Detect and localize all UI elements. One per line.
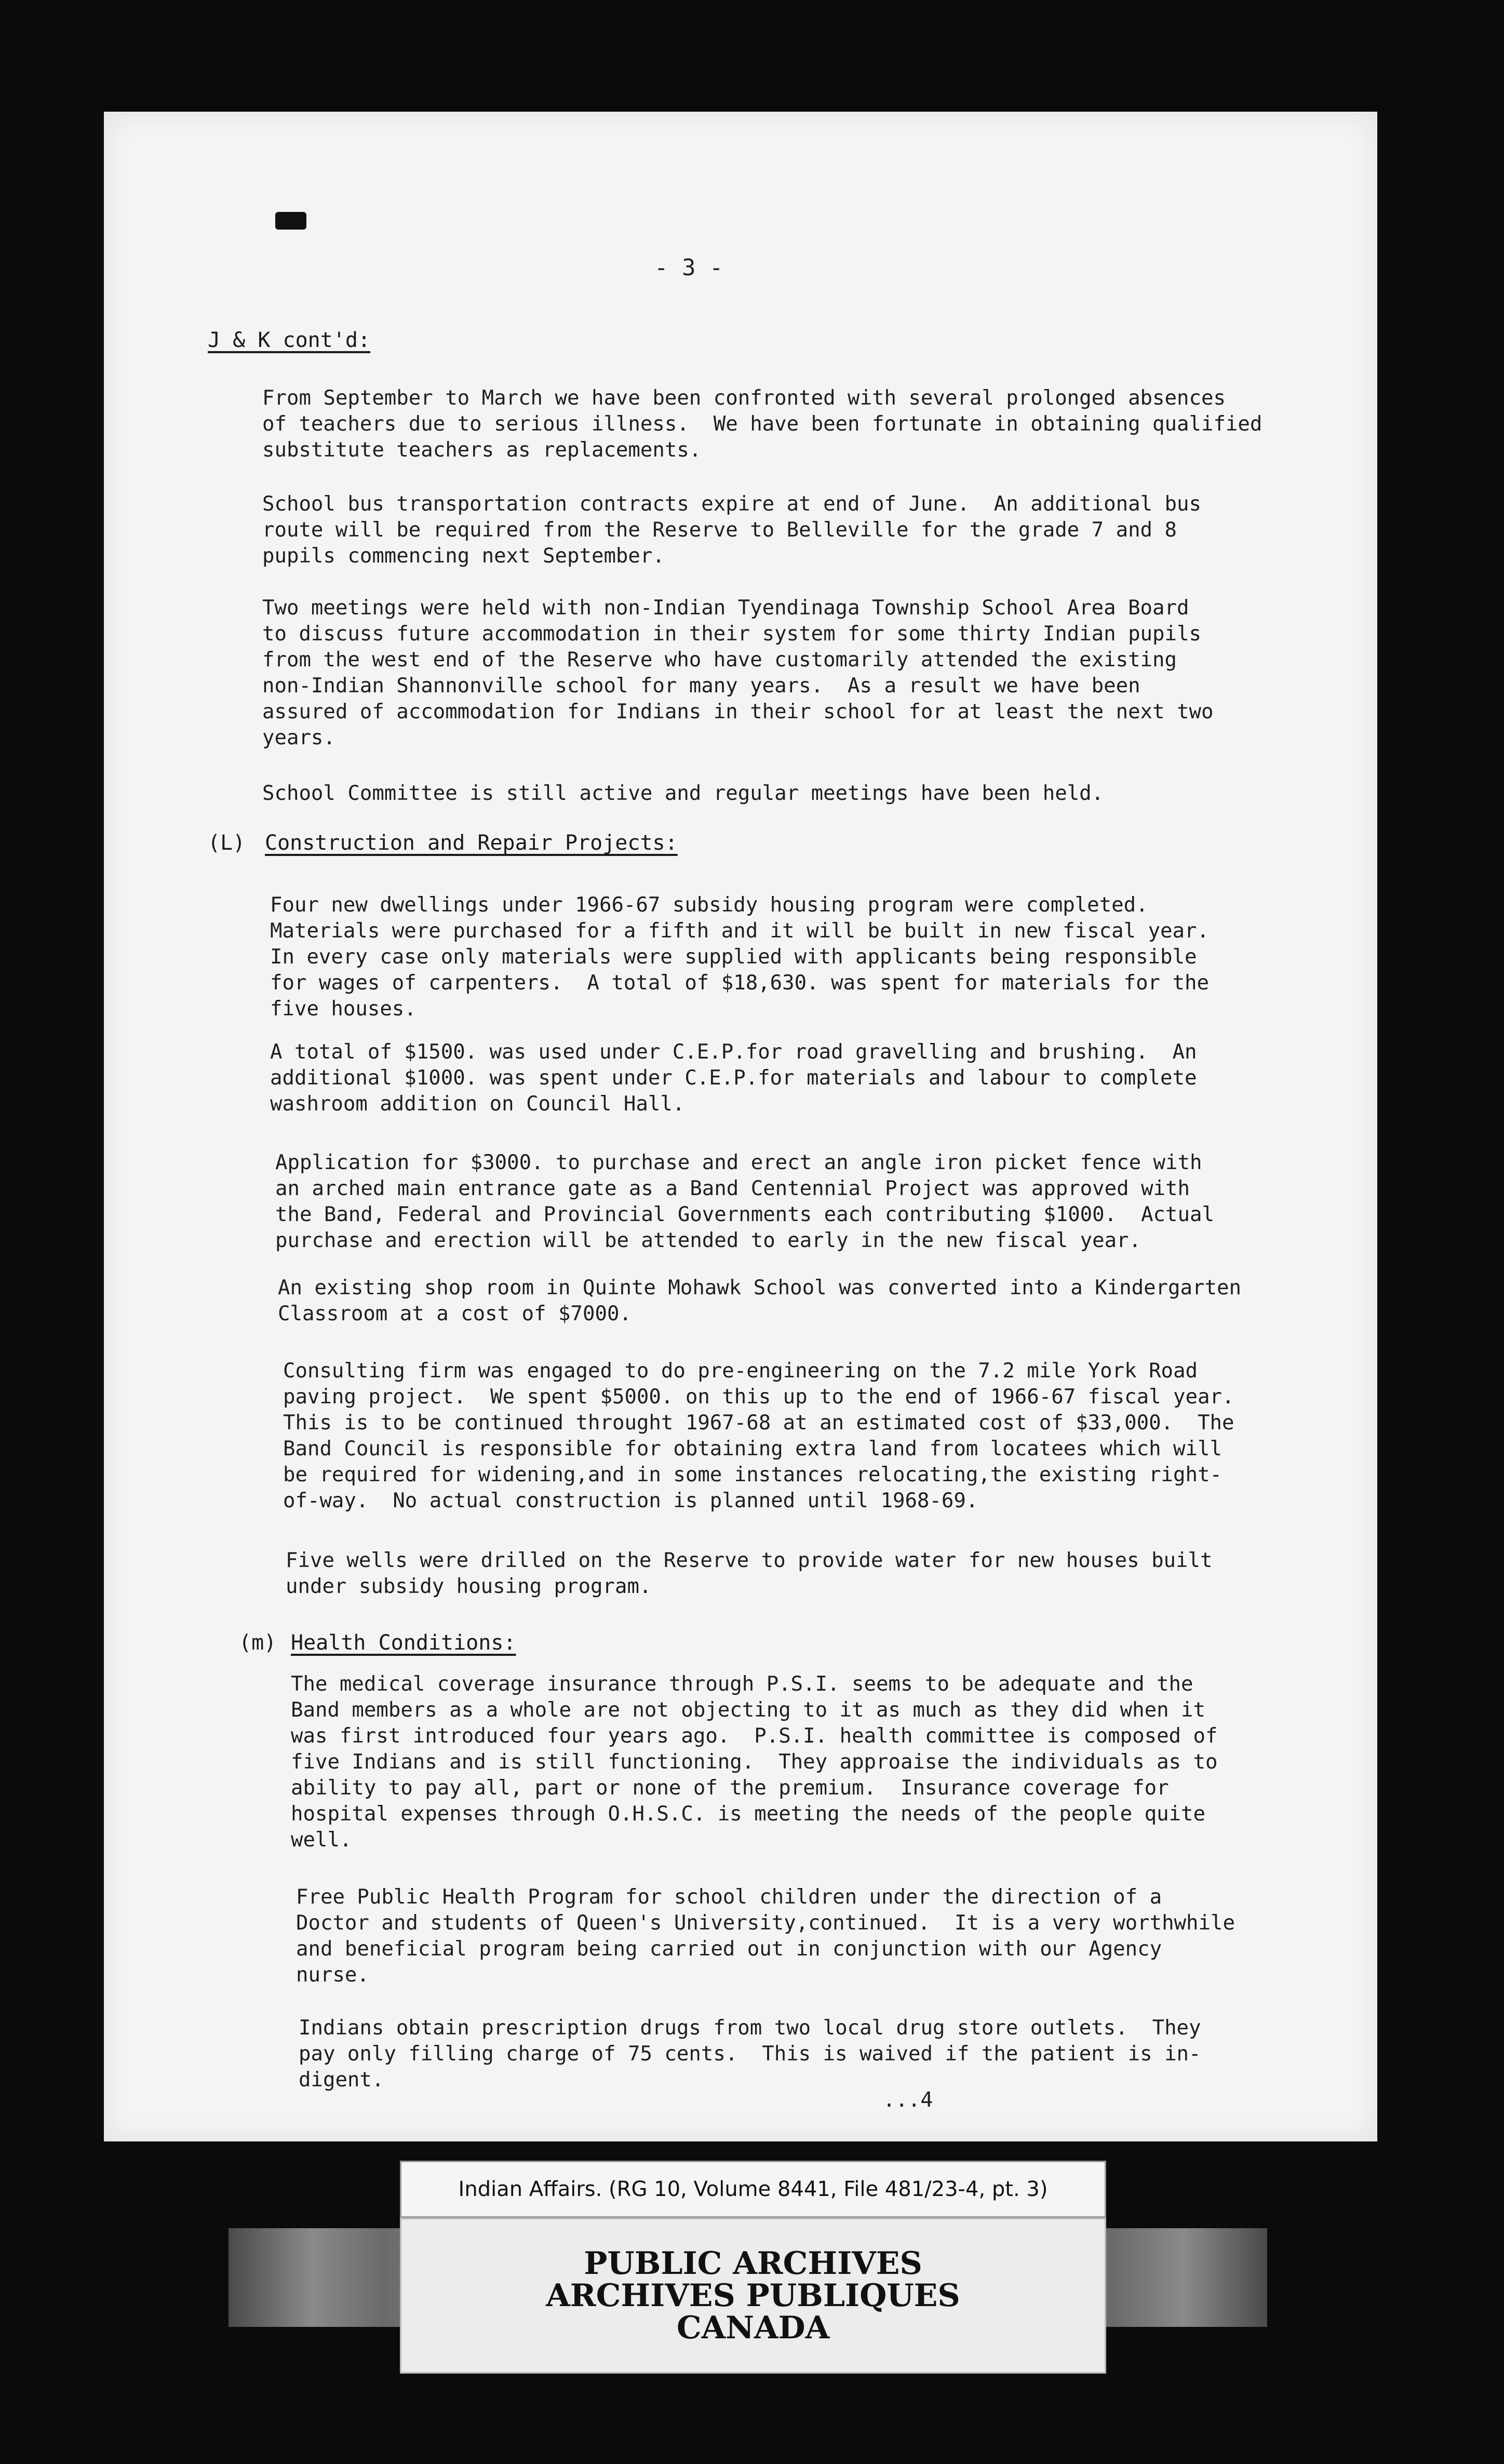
stamp-line: CANADA [676,2310,830,2346]
paragraph: The medical coverage insurance through P.S.I. seems to be adequate and the Band members as a whole are not objecting to it as much as they did when it was first introduced four years ago. P.S.I. health committee is composed of five Indians and is still functioning. They approaise the individuals as to ability to pay all, part or none of the premium. Insurance coverage for hospital expenses through O.H.S.C. is meeting the needs of the people quite well. [291,1672,1218,1852]
paragraph: School bus transportation contracts expire at end of June. An additional bus route will be required from the Reserve to Belleville for the grade 7 and 8 pupils commencing next September. [262,492,1201,568]
paragraph: Consulting firm was engaged to do pre-engineering on the 7.2 mile York Road paving project. We spent $5000. on this up to the end of 1966-67 fiscal year. This is to be continued throught 1967-68 at an estimated cost of $33,000. The Band Council is responsible for obtaining extra land from locatees which will be required for widening,and in some instances relocating,the existing right- of-way. No actual construction is planned until 1968-69. [283,1359,1234,1512]
continued-marker: ...4 [883,2088,933,2112]
paragraph: An existing shop room in Quinte Mohawk School was converted into a Kindergarten Classroom at a cost of $7000. [278,1276,1241,1325]
section-heading-jk: J & K cont'd: [208,328,371,352]
section-heading-construction: Construction and Repair Projects: [265,831,678,855]
section-marker-m: (m) [239,1631,277,1655]
stamp-line: ARCHIVES PUBLIQUES [546,2278,960,2314]
archive-reference-text: Indian Affairs. (RG 10, Volume 8441, File 481/23-4, pt. 3) [458,2177,1048,2201]
paragraph: Application for $3000. to purchase and erect an angle iron picket fence with an arched main entrance gate as a Band Centennial Project was approved with the Band, Federal and Provincial Governments each contributing $1000. Actual purchase and erection will be attended to early in the new fiscal year. [275,1151,1214,1252]
paragraph: From September to March we have been confronted with several prolonged absences of teachers due to serious illness. We have been fortunate in obtaining qualified substitute teachers as replacements. [262,386,1263,462]
page-number: - 3 - [654,255,723,281]
paragraph: Four new dwellings under 1966-67 subsidy housing program were completed. Materials were purchased for a fifth and it will be built in new fiscal year. In every case only materials were supplied with applicants being responsible for wages of carpenters. A total of $18,630. was spent for materials for the five houses. [270,893,1209,1021]
archive-reference-label [400,2161,1106,2218]
stamp-line: PUBLIC ARCHIVES [584,2245,922,2282]
paragraph: Two meetings were held with non-Indian Tyendinaga Township School Area Board to discuss future accommodation in their system for some thirty Indian pupils from the west end of the Reserve who have customarily attended the existing non-Indian Shannonville school for many years. As a result we have been assured of accommodation for Indians in their school for at least the next two years. [262,596,1214,749]
archive-stamp [400,2218,1106,2374]
paragraph: Indians obtain prescription drugs from two local drug store outlets. They pay only filling charge of 75 cents. This is waived if the patient is in- digent. [299,2016,1201,2092]
paragraph: Free Public Health Program for school children under the direction of a Doctor and students of Queen's University,continued. It is a very worthwhile and beneficial program being carried out in conjunction with our Agency nurse. [296,1885,1235,1987]
paragraph: School Committee is still active and regular meetings have been held. [262,782,1104,805]
paragraph: Five wells were drilled on the Reserve to provide water for new houses built under subsidy housing program. [286,1549,1213,1598]
section-marker-l: (L) [208,831,246,855]
ink-smudge [275,212,306,230]
paragraph: A total of $1500. was used under C.E.P.for road gravelling and brushing. An additional $1000. was spent under C.E.P.for materials and labour to complete washroom addition on Council Hall. [270,1040,1197,1116]
section-heading-health: Health Conditions: [291,1631,516,1655]
